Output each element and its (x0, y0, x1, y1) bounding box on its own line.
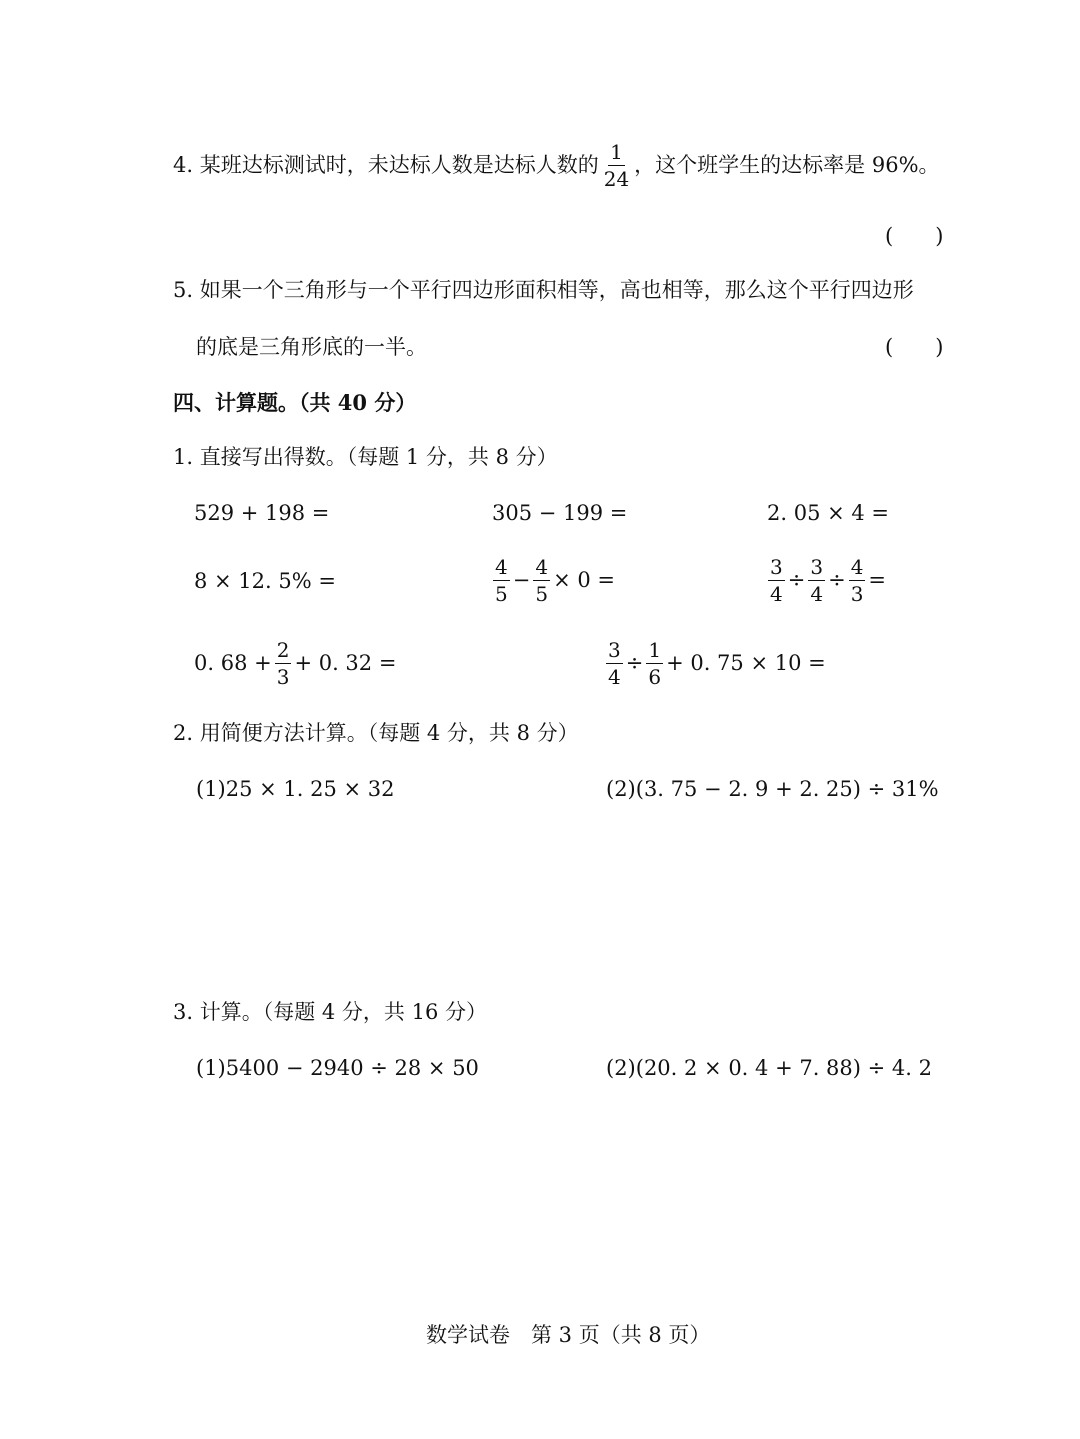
minus-sign: − (512, 568, 531, 592)
fraction-3-4: $\frac{3}{4}$ (608, 638, 621, 689)
expr-head: 0. 68 + (194, 651, 272, 675)
question-5-line1: 5. 如果一个三角形与一个平行四边形面积相等，高也相等，那么这个平行四边形 (173, 278, 914, 302)
expr-frac-div-plus (603, 640, 826, 687)
expr-tail: + 0. 32 = (294, 651, 397, 675)
simplify-expr-1: (1)25 × 1. 25 × 32 (196, 777, 395, 801)
divide-sign: ÷ (625, 651, 644, 675)
fraction-4-3: $\frac{4}{3}$ (850, 555, 864, 606)
question-5-line2: 的底是三角形底的一半。 (196, 335, 427, 359)
calc-expr-2: (2)(20. 2 × 0. 4 + 7. 88) ÷ 4. 2 (606, 1056, 932, 1080)
question-4-suffix: ，这个班学生的达标率是 96%。 (634, 153, 940, 177)
fraction-2-3: $\frac{2}{3}$ (276, 638, 290, 689)
denominator: 24 (603, 167, 630, 191)
divide-sign: ÷ (828, 568, 846, 592)
calc-expr-1: (1)5400 − 2940 ÷ 28 × 50 (196, 1056, 479, 1080)
question-4-prefix: 4. 某班达标测试时，未达标人数是达标人数的 (173, 153, 599, 177)
fraction-4-5: $\frac{4}{5}$ (495, 555, 508, 606)
numerator: 1 (610, 140, 623, 164)
expr-tail: × 0 = (553, 568, 615, 592)
expr-decimal-frac (194, 640, 396, 687)
expr-2-05-times-4: 2. 05 × 4 = (767, 501, 890, 525)
section-4-title: 四、计算题。（共 40 分） (173, 390, 417, 415)
expr-tail: + 0. 75 × 10 = (666, 651, 826, 675)
fraction-1-6: $\frac{1}{6}$ (648, 638, 662, 689)
expr-frac-minus (490, 557, 615, 604)
fraction-3-4: $\frac{3}{4}$ (810, 555, 824, 606)
question-4 (173, 142, 940, 189)
fraction-4-5: $\frac{4}{5}$ (535, 555, 549, 606)
part-1-heading: 1. 直接写出得数。（每题 1 分，共 8 分） (173, 445, 558, 469)
expr-529-198: 529 + 198 = (194, 501, 330, 525)
expr-frac-divide (765, 557, 886, 604)
simplify-expr-2: (2)(3. 75 − 2. 9 + 2. 25) ÷ 31% (606, 777, 939, 801)
fraction-3-4: $\frac{3}{4}$ (770, 555, 783, 606)
page-footer: 数学试卷 第 3 页（共 8 页） (426, 1323, 711, 1347)
divide-sign: ÷ (787, 568, 806, 592)
answer-paren-q4[interactable]: ( ) (885, 224, 944, 248)
expr-tail: = (868, 568, 887, 592)
answer-paren-q5[interactable]: ( ) (885, 335, 944, 359)
expr-8-times-12-5pct: 8 × 12. 5% = (194, 569, 336, 593)
part-2-heading: 2. 用简便方法计算。（每题 4 分，共 8 分） (173, 721, 579, 745)
part-3-heading: 3. 计算。（每题 4 分，共 16 分） (173, 1000, 487, 1024)
expr-305-199: 305 − 199 = (492, 501, 628, 525)
fraction-1-24 (602, 142, 631, 189)
